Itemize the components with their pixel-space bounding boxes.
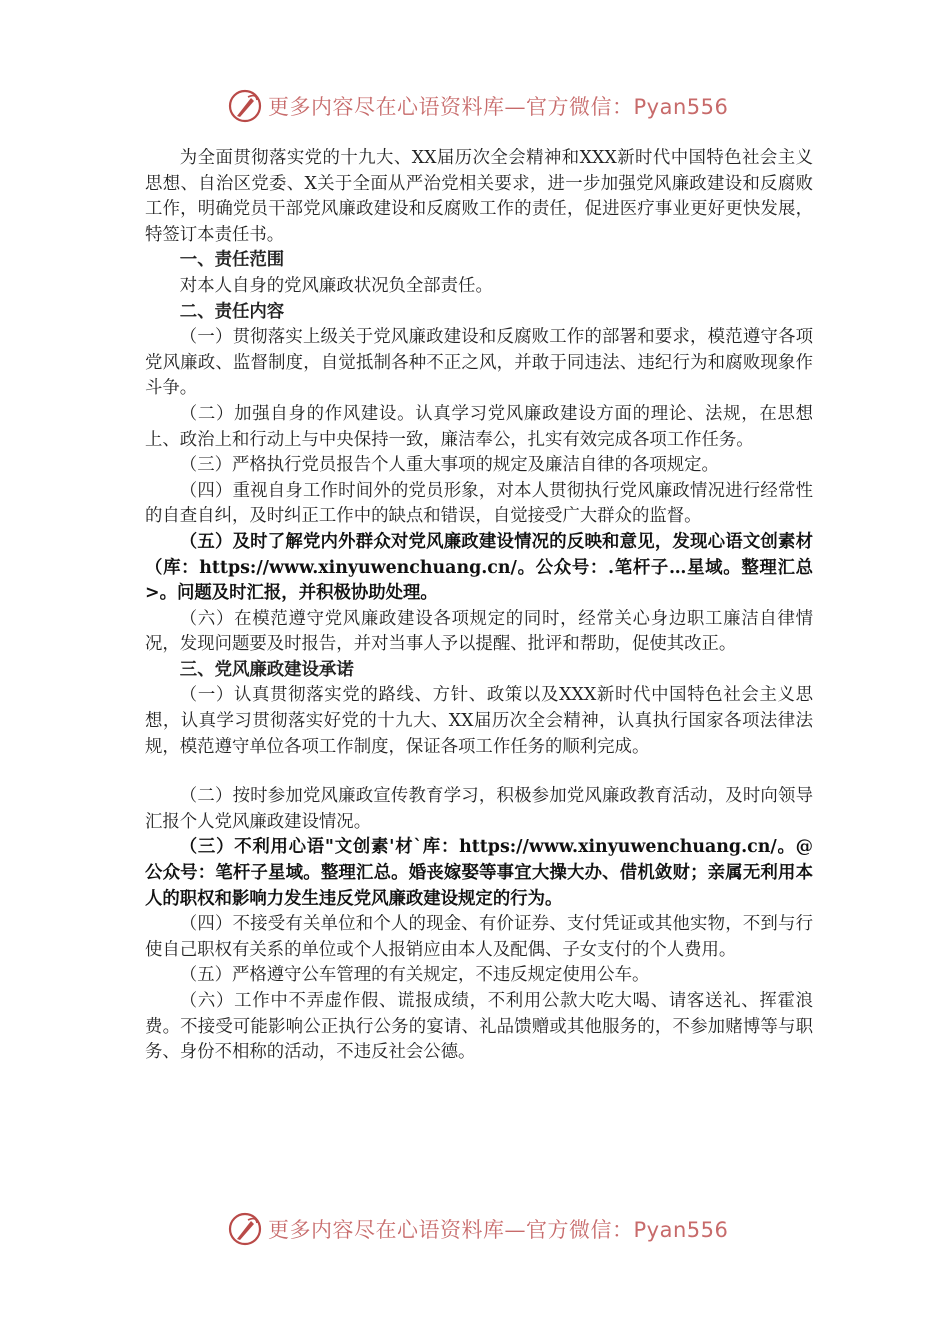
footer-banner (228, 1209, 728, 1249)
paragraph: （四）不接受有关单位和个人的现金、有价证券、支付凭证或其他实物，不到与行使自己职权有关系的单位或个人报销应由本人及配偶、子女支付的个人费用。 (145, 914, 813, 960)
document-body (145, 146, 813, 1066)
header-banner (228, 86, 728, 126)
paragraph: （六）工作中不弄虚作假、谎报成绩，不利用公款大吃大喝、请客送礼、挥霍浪费。不接受可能影响公正执行公务的宴请、礼品馈赠或其他服务的，不参加赌博等与职务、身份不相称的活动，不违反社会公德。 (145, 991, 813, 1063)
section-heading-content: 二、责任内容 (179, 301, 285, 322)
quill-logo-icon (228, 1212, 262, 1246)
paragraph: （三）严格执行党员报告个人重大事项的规定及廉洁自律的各项规定。 (179, 455, 719, 476)
section-heading-commitment: 三、党风廉政建设承诺 (179, 659, 354, 680)
paragraph: （三）不利用心语"文创素'材`库：https://www.xinyuwenchuang.cn/。@公众号：笔杆子星域。整理汇总。婚丧嫁娶等事宜大操大办、借机敛财；亲属无利用本人的职权和影响力发生违反党风廉政建设规定的行为。 (145, 837, 813, 909)
intro-paragraph: 为全面贯彻落实党的十九大、XX届历次全会精神和XXX新时代中国特色社会主义思想、自治区党委、X关于全面从严治党相关要求，进一步加强党风廉政建设和反腐败工作，明确党员干部党风廉政建设和反腐败工作的责任，促进医疗事业更好更快发展，特签订本责任书。 (145, 148, 813, 245)
paragraph: （六）在模范遵守党风廉政建设各项规定的同时，经常关心身边职工廉洁自律情况，发现问题要及时报告，并对当事人予以提醒、批评和帮助，促使其改正。 (145, 608, 813, 655)
banner-text: 更多内容尽在心语资料库—官方微信：Pyan556 (268, 1218, 729, 1242)
paragraph: （一）认真贯彻落实党的路线、方针、政策以及XXX新时代中国特色社会主义思想，认真学习贯彻落实好党的十九大、XX届历次全会精神，认真执行国家各项法律法规，模范遵守单位各项工作制度，保证各项工作任务的顺利完成。 (145, 685, 813, 757)
paragraph: （四）重视自身工作时间外的党员形象，对本人贯彻执行党风廉政情况进行经常性的自查自纠，及时纠正工作中的缺点和错误，自觉接受广大群众的监督。 (145, 480, 813, 527)
section-heading-scope: 一、责任范围 (179, 250, 285, 271)
paragraph: （一）贯彻落实上级关于党风廉政建设和反腐败工作的部署和要求，模范遵守各项党风廉政、监督制度，自觉抵制各种不正之风，并敢于同违法、违纪行为和腐败现象作斗争。 (145, 327, 813, 399)
paragraph: 对本人自身的党风廉政状况负全部责任。 (179, 275, 493, 296)
paragraph: （五）严格遵守公车管理的有关规定，不违反规定使用公车。 (179, 965, 650, 986)
quill-logo-icon (228, 89, 262, 123)
paragraph: （二）加强自身的作风建设。认真学习党风廉政建设方面的理论、法规，在思想上、政治上和行动上与中央保持一致，廉洁奉公，扎实有效完成各项工作任务。 (145, 403, 813, 450)
paragraph: （五）及时了解党内外群众对党风廉政建设情况的反映和意见，发现心语文创素材（库：https://www.xinyuwenchuang.cn/。公众号：.笔杆子…星域。整理汇总>。问题及时汇报，并积极协助处理。 (145, 531, 813, 604)
banner-text: 更多内容尽在心语资料库—官方微信：Pyan556 (268, 95, 729, 119)
paragraph: （二）按时参加党风廉政宣传教育学习，积极参加党风廉政教育活动，及时向领导汇报个人党风廉政建设情况。 (145, 786, 813, 832)
